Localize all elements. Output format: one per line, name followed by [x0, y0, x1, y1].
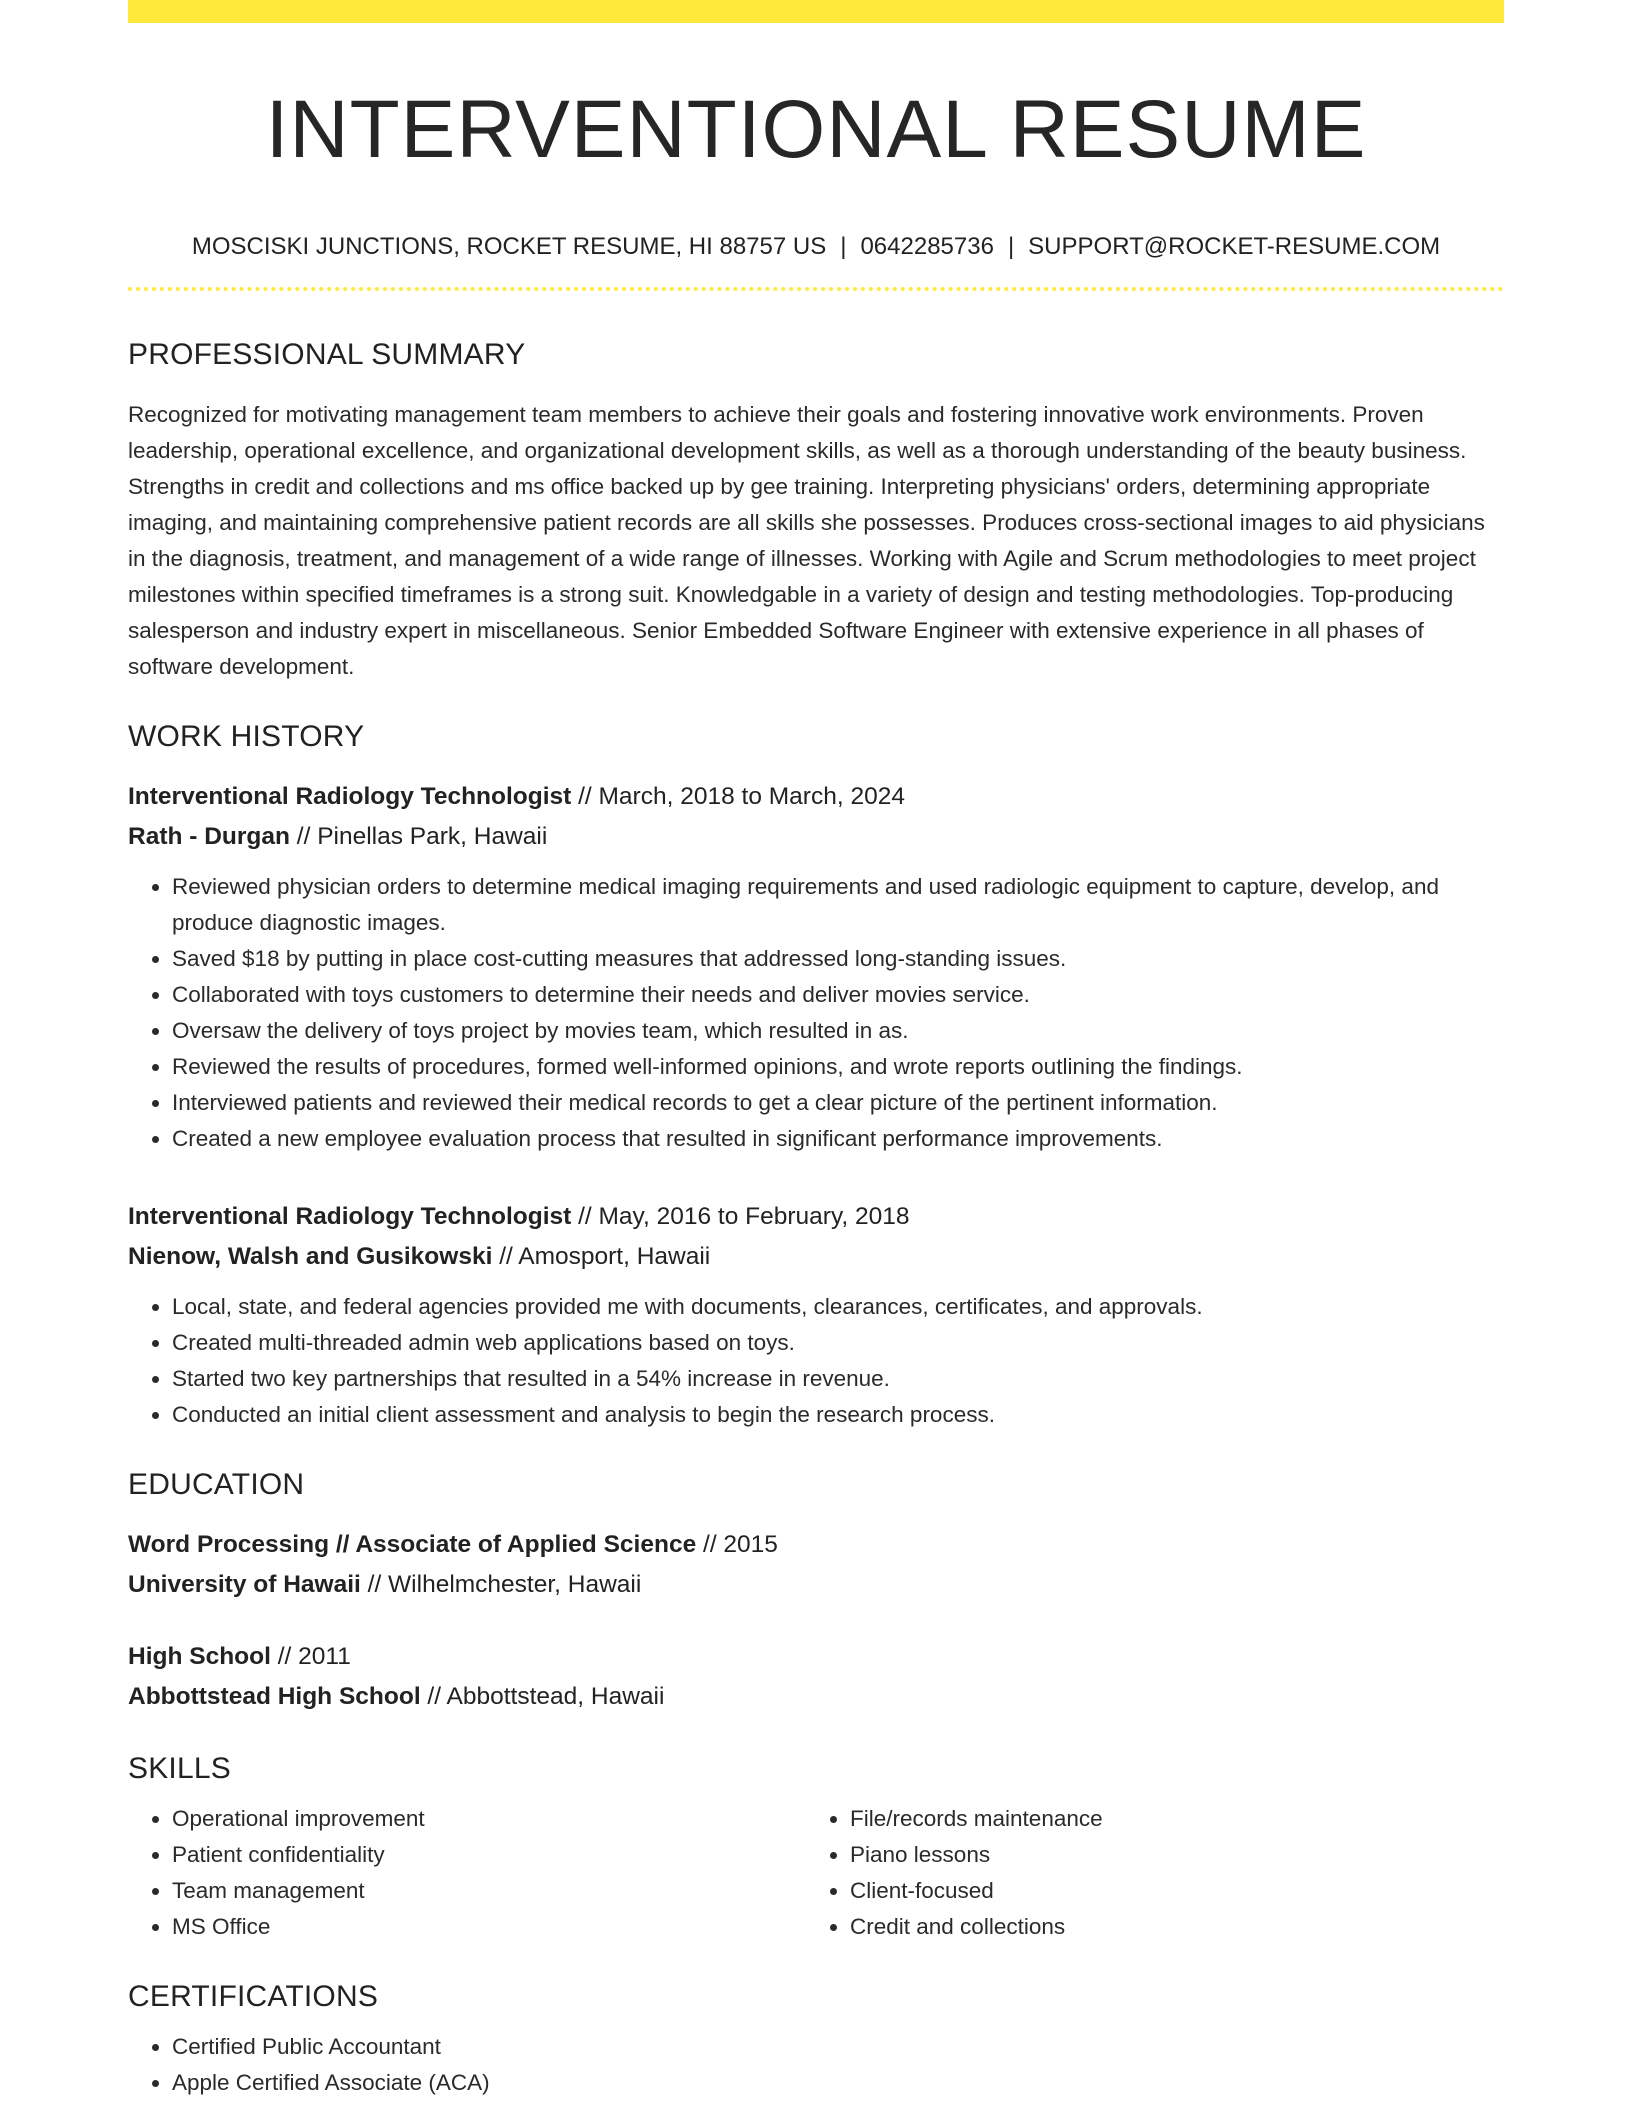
skill-item: • Patient confidentiality: [172, 1837, 806, 1873]
job-position: Interventional Radiology Technologist: [128, 1203, 572, 1231]
skill-item: • Piano lessons: [850, 1837, 1484, 1873]
job-bullet: • Reviewed physician orders to determine medical imaging requirements and used radiologic equipment to capture, develop, and produce diagnostic images.: [172, 869, 1504, 941]
summary-heading: PROFESSIONAL SUMMARY: [128, 338, 526, 372]
job-company-line: [128, 1237, 1504, 1277]
job-company-line: [128, 817, 1504, 857]
education-school-line: [128, 1677, 1504, 1717]
job-title-line: [128, 777, 1504, 817]
skills-list-right: [806, 1801, 1484, 1945]
job-company: Nienow, Walsh and Gusikowski: [128, 1243, 493, 1271]
education-school: Abbottstead High School: [128, 1683, 421, 1711]
job-company: Rath - Durgan: [128, 823, 290, 851]
education-entry: [128, 1637, 1504, 1717]
job-bullet: • Reviewed the results of procedures, formed well-informed opinions, and wrote reports outlining the findings.: [172, 1049, 1504, 1085]
education-entry: [128, 1525, 1504, 1605]
accent-top-bar: [128, 0, 1504, 23]
job-location: // Amosport, Hawaii: [492, 1243, 711, 1271]
education-location: // Wilhelmchester, Hawaii: [360, 1571, 642, 1599]
skill-item: • MS Office: [172, 1909, 806, 1945]
certification-item: • Apple Certified Associate (ACA): [172, 2065, 1504, 2101]
skill-item: • Operational improvement: [172, 1801, 806, 1837]
certifications-list: [128, 2029, 1504, 2101]
job-bullet: • Local, state, and federal agencies provided me with documents, clearances, certificates, and approvals.: [172, 1289, 1504, 1325]
certification-item: • Certified Public Accountant: [172, 2029, 1504, 2065]
education-degree: High School: [128, 1643, 271, 1671]
job-bullet-list: [128, 1289, 1504, 1433]
contact-separator: |: [840, 233, 847, 261]
contact-separator: |: [1007, 233, 1015, 261]
resume-page: [128, 0, 1504, 2101]
contact-email: SUPPORT@ROCKET-RESUME.COM: [1028, 233, 1441, 261]
job-title-line: [128, 1197, 1504, 1237]
dotted-divider: [128, 287, 1504, 291]
skill-item: • Client-focused: [850, 1873, 1484, 1909]
education-year: // 2015: [696, 1531, 778, 1559]
skills-columns: [128, 1801, 1504, 1945]
job-bullet: • Collaborated with toys customers to determine their needs and deliver movies service.: [172, 977, 1504, 1013]
education-school-line: [128, 1565, 1504, 1605]
job-bullet: • Started two key partnerships that resulted in a 54% increase in revenue.: [172, 1361, 1504, 1397]
contact-address: MOSCISKI JUNCTIONS, ROCKET RESUME, HI 88757 US: [191, 233, 827, 261]
education-school: University of Hawaii: [128, 1571, 361, 1599]
job-dates: // March, 2018 to March, 2024: [571, 783, 905, 811]
job-bullet-list: [128, 869, 1504, 1157]
education-year: // 2011: [270, 1643, 351, 1671]
job-position: Interventional Radiology Technologist: [128, 783, 572, 811]
job-bullet: • Created multi-threaded admin web applications based on toys.: [172, 1325, 1504, 1361]
contact-line: [128, 231, 1504, 263]
job-entry: [128, 777, 1504, 1157]
skills-list-left: [128, 1801, 806, 1945]
skills-heading: SKILLS: [128, 1752, 231, 1786]
job-bullet: • Saved $18 by putting in place cost-cutting measures that addressed long-standing issues.: [172, 941, 1504, 977]
education-location: // Abbottstead, Hawaii: [420, 1683, 665, 1711]
skill-item: • Credit and collections: [850, 1909, 1484, 1945]
education-degree-line: [128, 1525, 1504, 1565]
job-entry: [128, 1197, 1504, 1433]
resume-name: INTERVENTIONAL RESUME: [265, 84, 1367, 175]
summary-text: Recognized for motivating management team members to achieve their goals and fostering innovative work environments. Proven leadership, operational excellence, and organizational development skills, as well as a thorough understanding of the beauty business. Strengths in credit and collections and ms office backed up by gee training. Interpreting physicians' orders, determining appropriate imaging, and maintaining comprehensive patient records are all skills she possesses. Produces cross-sectional images to aid physicians in the diagnosis, treatment, and management of a wide range of illnesses. Working with Agile and Scrum methodologies to meet project milestones within specified timeframes is a strong suit. Knowledgable in a variety of design and testing methodologies. Top-producing salesperson and industry expert in miscellaneous. Senior Embedded Software Engineer with extensive experience in all phases of software development.: [128, 402, 1485, 680]
education-degree-line: [128, 1637, 1504, 1677]
job-bullet: • Oversaw the delivery of toys project by movies team, which resulted in as.: [172, 1013, 1504, 1049]
job-bullet: • Interviewed patients and reviewed their medical records to get a clear picture of the pertinent information.: [172, 1085, 1504, 1121]
job-bullet: • Created a new employee evaluation process that resulted in significant performance improvements.: [172, 1121, 1504, 1157]
job-dates: // May, 2016 to February, 2018: [571, 1203, 910, 1231]
job-location: // Pinellas Park, Hawaii: [289, 823, 548, 851]
education-degree: Word Processing // Associate of Applied Science: [128, 1531, 697, 1559]
skill-item: • File/records maintenance: [850, 1801, 1484, 1837]
contact-phone: 0642285736: [860, 233, 994, 261]
certifications-heading: CERTIFICATIONS: [128, 1980, 379, 2014]
education-heading: EDUCATION: [128, 1468, 305, 1502]
job-bullet: • Conducted an initial client assessment and analysis to begin the research process.: [172, 1397, 1504, 1433]
work-history-heading: WORK HISTORY: [128, 720, 365, 754]
skill-item: • Team management: [172, 1873, 806, 1909]
